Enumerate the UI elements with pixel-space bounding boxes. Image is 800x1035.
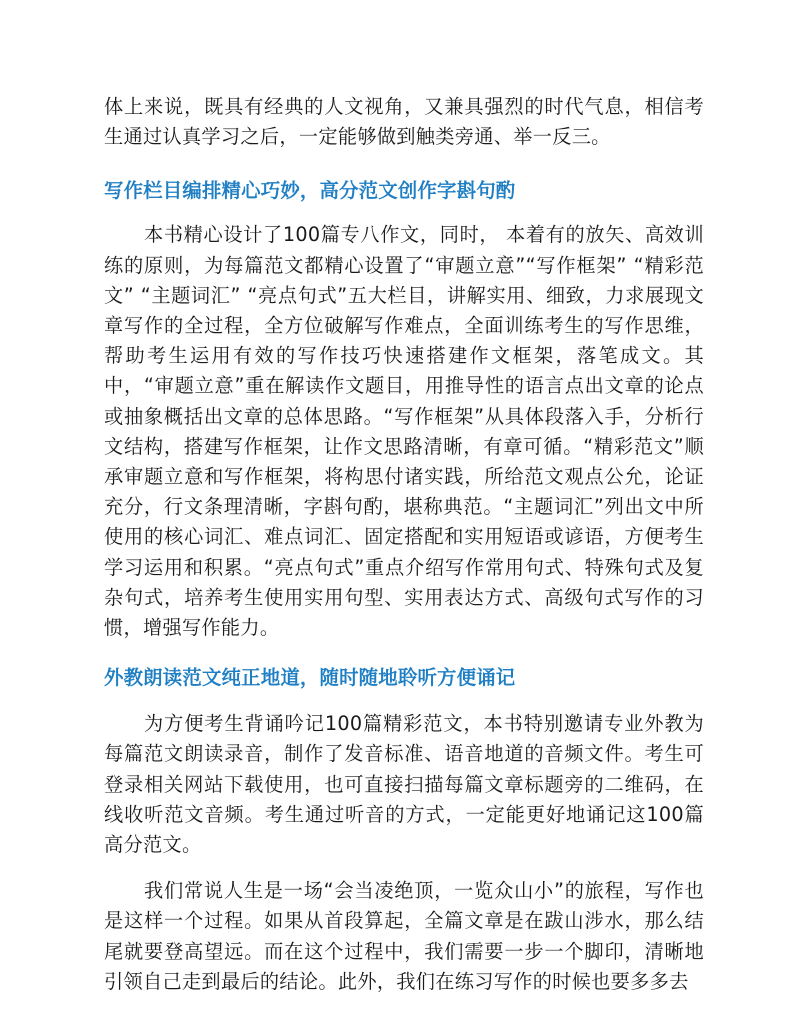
section-heading-native-reading: 外教朗读范文纯正地道，随时随地聆听方便诵记 (104, 666, 516, 690)
closing-paragraph: 我们常说人生是一场“会当凌绝顶，一览众山小”的旅程，写作也是这样一个过程。如果从首段算起，全篇文章是在跋山涉水，那么结尾就要登高望远。而在这个过程中，我们需要一步一个脚印，清晰地引领自己走到最后的结论。此外，我们在练习写作的时候也要多多去 (104, 879, 704, 993)
section-paragraph-native-reading: 为方便考生背诵吟记100篇精彩范文，本书特别邀请专业外教为每篇范文朗读录音，制作了发音标准、语音地道的音频文件。考生可登录相关网站下载使用，也可直接扫描每篇文章标题旁的二维码，在线收听范文音频。考生通过听音的方式，一定能更好地诵记这100篇高分范文。 (104, 712, 704, 857)
document-page (104, 92, 704, 997)
intro-paragraph: 体上来说，既具有经典的人文视角，又兼具强烈的时代气息，相信考生通过认真学习之后，一定能够做到触类旁通、举一反三。 (104, 95, 704, 149)
section-heading-writing-columns: 写作栏目编排精心巧妙，高分范文创作字斟句酌 (104, 179, 516, 203)
section-paragraph-writing-columns: 本书精心设计了100篇专八作文，同时， 本着有的放矢、高效训练的原则，为每篇范文都精心设置了“审题立意”“写作框架” “精彩范文” “主题词汇” “亮点句式”五大栏目，讲解实用、细致，力求展现文章写作的全过程，全方位破解写作难点，全面训练考生的写作思维，帮助考生运用有效的写作技巧快速搭建作文框架，落笔成文。其中，“审题立意”重在解读作文题目，用推导性的语言点出文章的论点或抽象概括出文章的总体思路。“写作框架”从具体段落入手，分析行文结构，搭建写作框架，让作文思路清晰，有章可循。“精彩范文”顺承审题立意和写作框架，将构思付诸实践，所给范文观点公允，论证充分，行文条理清晰，字斟句酌，堪称典范。“主题词汇”列出文中所使用的核心词汇、难点词汇、固定搭配和实用短语或谚语，方便考生学习运用和积累。“亮点句式”重点介绍写作常用句式、特殊句式及复杂句式，培养考生使用实用句型、实用表达方式、高级句式写作的习惯，增强写作能力。 (104, 223, 704, 640)
